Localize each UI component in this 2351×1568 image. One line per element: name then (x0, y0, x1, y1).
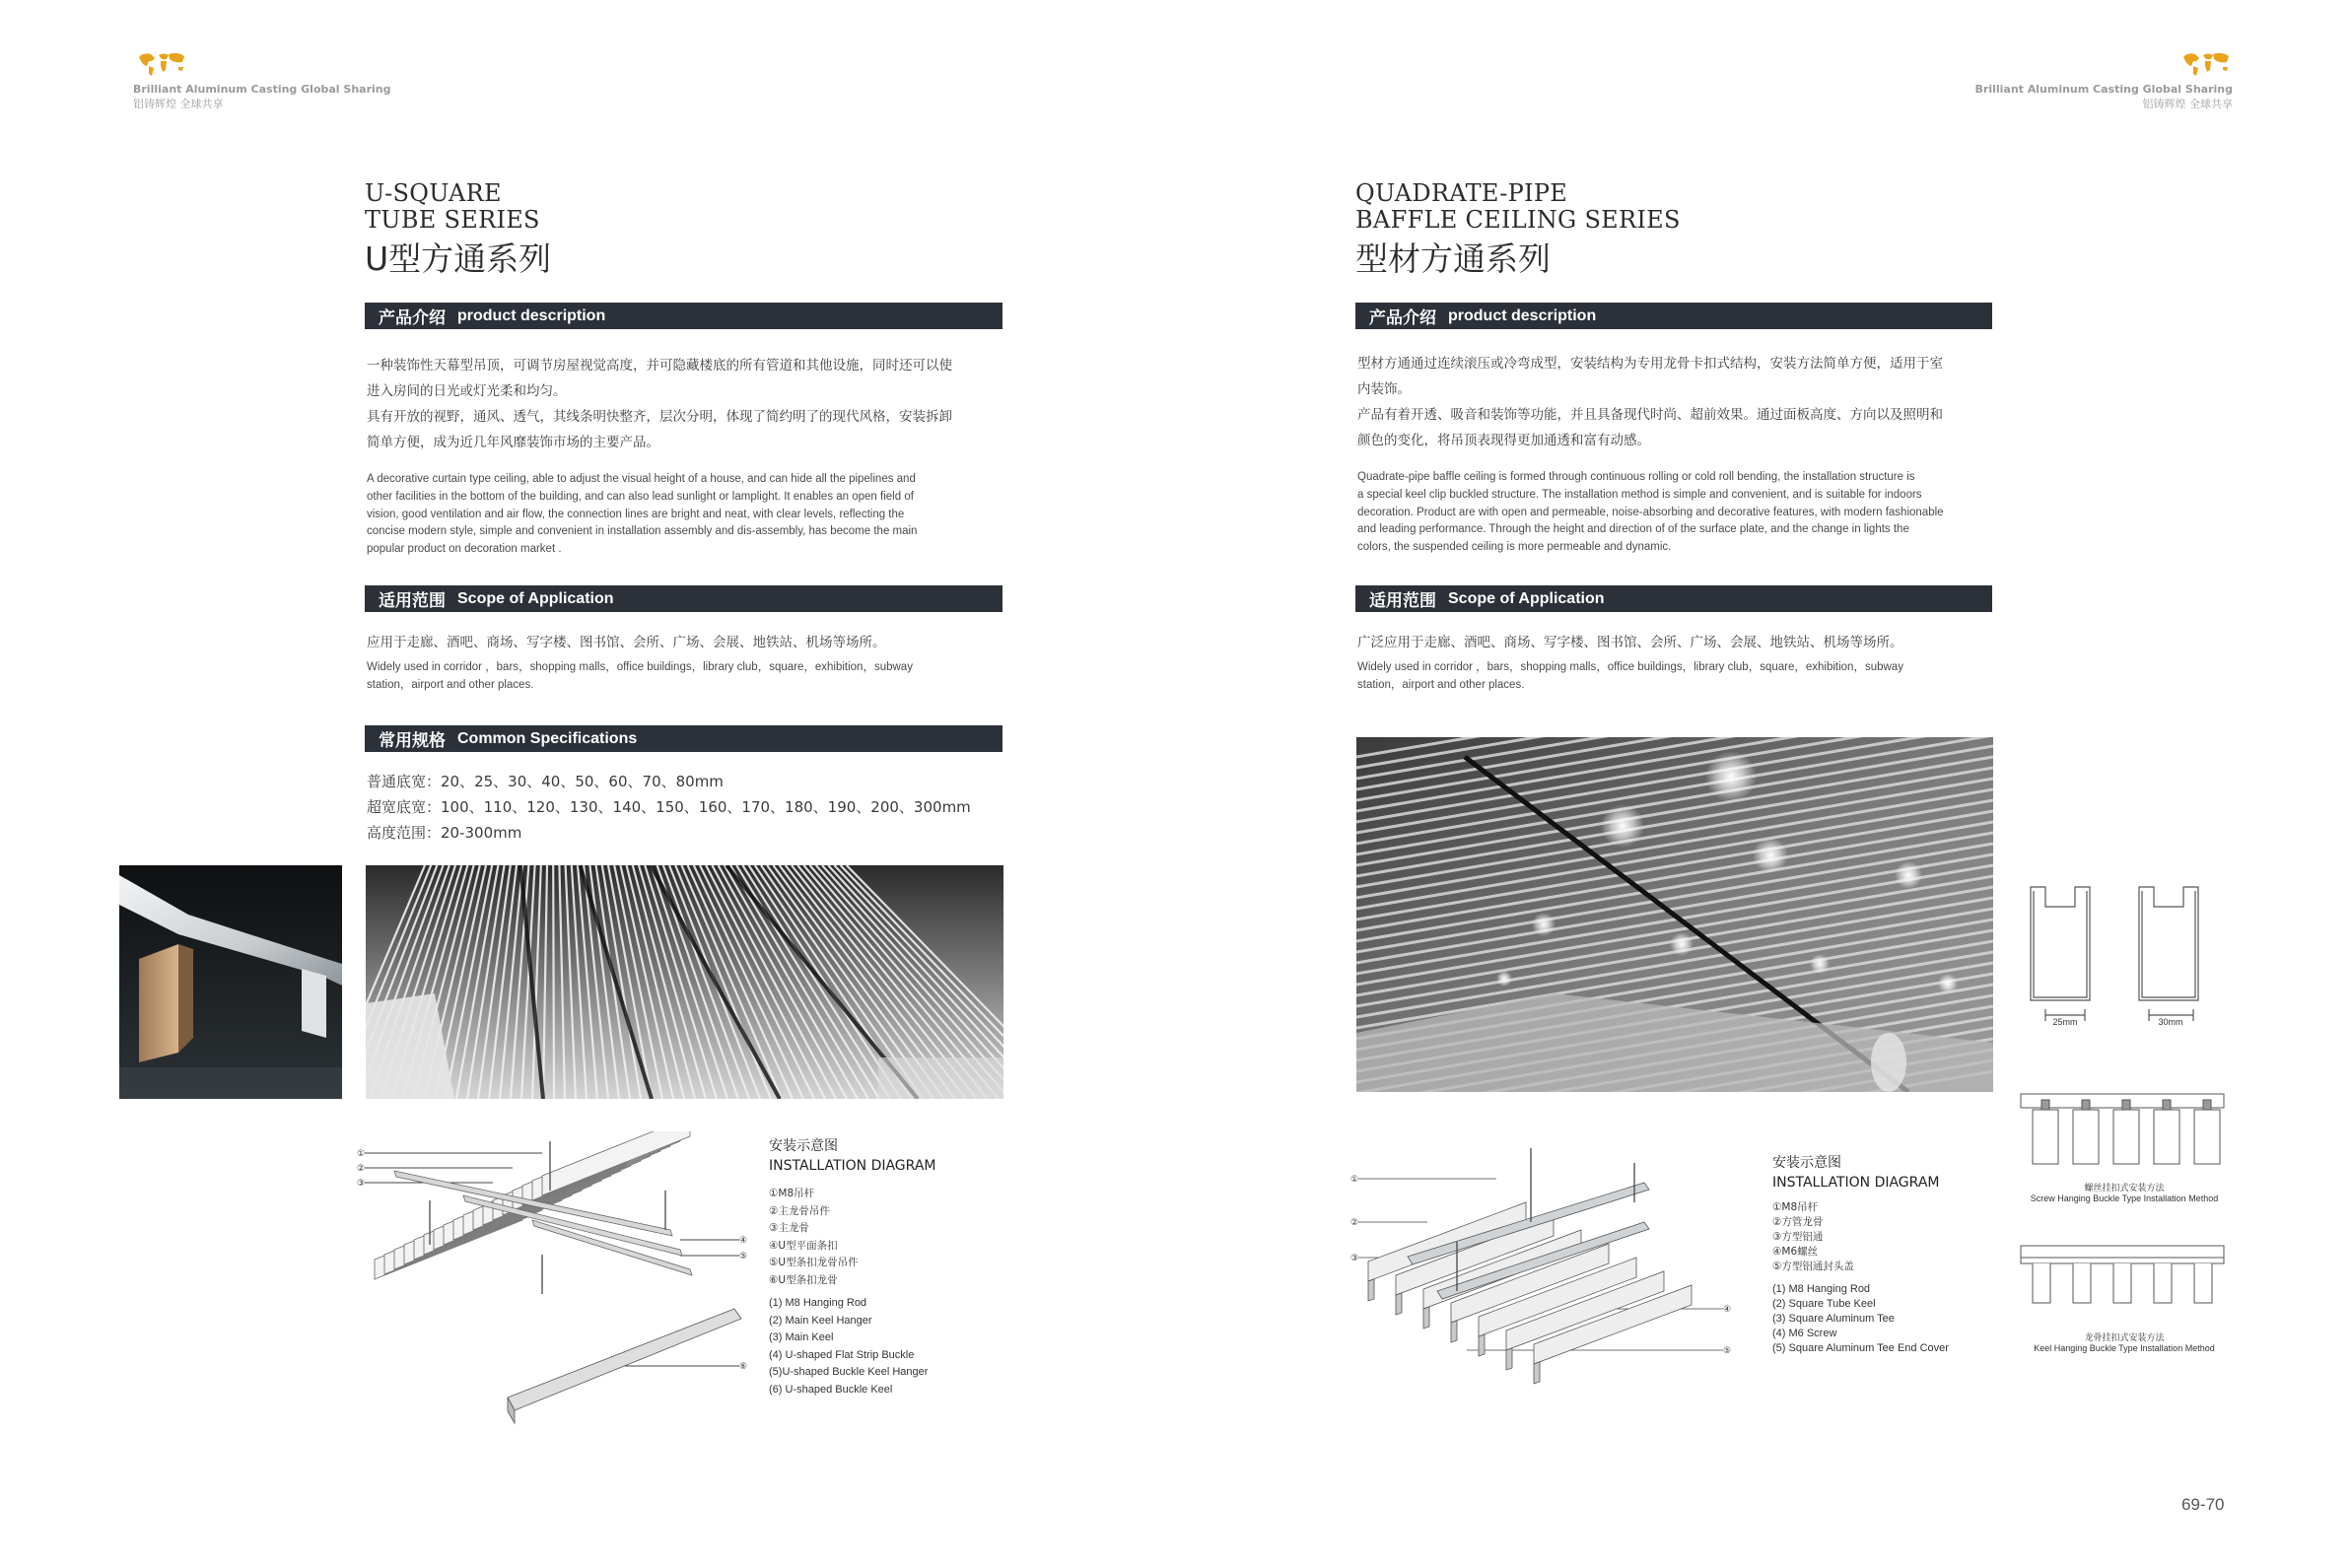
callout-5: ⑤ (739, 1252, 748, 1261)
baffle-tube-side (1534, 1362, 1540, 1384)
method1-cn: 螺丝挂扣式安装方法 (2084, 1183, 2165, 1193)
paragraph-line: 型材方通通过连续滚压或冷弯成型，安装结构为专用龙骨卡扣式结构，安装方法简单方便，适用于室 (1357, 356, 1943, 372)
method-tube (2073, 1110, 2099, 1164)
right-desc-cn (1357, 351, 1998, 453)
diagram-title-en: INSTALLATION DIAGRAM (769, 1158, 936, 1174)
paragraph-line: popular product on decoration market . (367, 543, 562, 556)
downlight (1938, 974, 1958, 993)
legend-item-cn: ③主龙骨 (769, 1222, 809, 1234)
paragraph-line: 简单方便，成为近几年风靡装饰市场的主要产品。 (367, 435, 659, 450)
profile-section-drawings (2026, 877, 2238, 1030)
right-title-en-2: BAFFLE CEILING SERIES (1355, 206, 1681, 234)
callout-3: ③ (1350, 1254, 1359, 1263)
downlight (1496, 971, 1512, 987)
legend-item-en: (4) U-shaped Flat Strip Buckle (769, 1348, 915, 1361)
method-tube (2194, 1110, 2220, 1164)
callout-3: ③ (357, 1179, 366, 1189)
method2-caption (2011, 1330, 2238, 1353)
screw (2041, 1100, 2049, 1110)
downlight (1753, 838, 1788, 873)
scope-en-line: station，airport and other places. (1357, 678, 1525, 691)
diagram-title-cn: 安装示意图 (1772, 1155, 1841, 1171)
method1-caption (2011, 1181, 2238, 1203)
brand-left (133, 49, 429, 111)
spec-line: 超宽底宽：100、110、120、130、140、150、160、170、180、190、200、300mm (367, 798, 971, 816)
brand-slogan-en: Brilliant Aluminum Casting Global Sharing (133, 83, 391, 96)
method1-en: Screw Hanging Buckle Type Installation Method (2030, 1193, 2219, 1203)
downlight (1532, 913, 1556, 936)
downlight (1601, 804, 1644, 848)
screw-hanging-method-drawing (2019, 1092, 2228, 1171)
downlight (1895, 861, 1922, 889)
left-diagram-legend (769, 1136, 935, 1398)
baffle-tube-side (1451, 1321, 1457, 1342)
spec-line: 高度范围：20-300mm (367, 824, 522, 842)
screw (2163, 1100, 2171, 1110)
legend-item-cn: ⑤方型铝通封头盖 (1772, 1261, 1854, 1272)
method-tube (2033, 1110, 2058, 1164)
method2-cn: 龙骨挂扣式安装方法 (2084, 1332, 2165, 1342)
paragraph-line: colors, the suspended ceiling is more permeable and dynamic. (1357, 541, 1672, 554)
legend-item-cn: ①M8吊杆 (1772, 1201, 1819, 1213)
left-desc-bar (365, 303, 1003, 329)
legend-item-en: (6) U-shaped Buckle Keel (769, 1383, 893, 1396)
brand-slogan-cn: 铝铸辉煌 全球共享 (133, 98, 224, 110)
right-title-en-1: QUADRATE-PIPE (1355, 179, 1568, 207)
brand-right (1937, 49, 2233, 111)
scope-en-line: Widely used in corridor ，bars，shopping malls，office buildings，library club，square，exhibition，subway (367, 661, 913, 673)
section-label-en: Common Specifications (457, 729, 638, 747)
section-label-en: Scope of Application (1448, 589, 1605, 607)
diagram-title-cn: 安装示意图 (769, 1138, 838, 1154)
right-scope-bar (1355, 585, 1992, 612)
scope-en-line: station，airport and other places. (367, 678, 534, 691)
left-desc-cn (367, 353, 1007, 455)
paragraph-line: 具有开放的视野，通风、透气，其线条明快整齐，层次分明，体现了简约明了的现代风格，安装拆卸 (367, 409, 952, 425)
ceiling-strip (553, 865, 554, 1099)
legend-item-en: (2) Square Tube Keel (1772, 1298, 1876, 1310)
scope-en-line: Widely used in corridor ，bars，shopping malls，office buildings，library club，square，exhibition，subway (1357, 661, 1903, 673)
paragraph-line: vision, good ventilation and air flow, the connection lines are bright and neat, with clear levels, reflecting the (367, 508, 905, 520)
legend-item-cn: ①M8吊杆 (769, 1188, 815, 1199)
method2-en: Keel Hanging Buckle Type Installation Method (2034, 1343, 2215, 1353)
legend-item-cn: ②方管龙骨 (1772, 1216, 1824, 1228)
paragraph-line: 进入房间的日光或灯光柔和均匀。 (367, 383, 567, 399)
world-map-logo-icon (133, 49, 188, 79)
diagram-title-en: INSTALLATION DIAGRAM (1772, 1175, 1940, 1191)
section-label-en: product description (1448, 307, 1597, 324)
baffle-tube-side (1479, 1334, 1485, 1356)
paragraph-line: Quadrate-pipe baffle ceiling is formed through continuous rolling or cold roll bending, the installation structure is (1357, 471, 1915, 483)
left-scope-text (367, 630, 1007, 695)
legend-item-en: (1) M8 Hanging Rod (1772, 1283, 1871, 1295)
paragraph-line: concise modern style, simple and convenient in installation assembly and dis-assembly, has become the main (367, 525, 918, 538)
section-label-en: product description (457, 307, 606, 324)
paragraph-line: 产品有着开透、吸音和装饰等功能，并且具备现代时尚、超前效果。通过面板高度、方向以及照明和 (1357, 407, 1943, 423)
section-label-cn: 产品介绍 (379, 308, 446, 328)
right-desc-en (1357, 469, 1996, 557)
paragraph-line: 颜色的变化，将吊顶表现得更加通透和富有动感。 (1357, 433, 1650, 448)
left-title-cn: U型方通系列 (365, 239, 552, 278)
u-square-ceiling-photo (366, 865, 1003, 1099)
legend-item-en: (4) M6 Screw (1772, 1328, 1837, 1339)
right-desc-bar (1355, 303, 1992, 329)
paragraph-line: 一种装饰性天幕型吊顶，可调节房屋视觉高度，并可隐藏楼底的所有管道和其他设施，同时还可以使 (367, 358, 952, 374)
right-diagram-legend (1772, 1153, 1949, 1356)
method-tube (2154, 1110, 2179, 1164)
right-title-block (1355, 180, 1681, 280)
legend-item-en: (5) Square Aluminum Tee End Cover (1772, 1342, 1949, 1354)
spec-line: 普通底宽：20、25、30、40、50、60、70、80mm (367, 773, 724, 790)
legend-item-cn: ⑤U型条扣龙骨吊件 (769, 1257, 859, 1268)
downlight (1705, 751, 1757, 802)
legend-item-cn: ⑥U型条扣龙骨 (769, 1273, 838, 1286)
method-tube (2113, 1263, 2131, 1303)
downlight (1810, 954, 1830, 974)
method-tube (2194, 1263, 2212, 1303)
legend-item-cn: ②主龙骨吊件 (769, 1204, 830, 1217)
callout-1: ① (1350, 1175, 1359, 1185)
world-map-logo-icon (2178, 49, 2233, 79)
left-title-en-1: U-SQUARE (365, 179, 502, 207)
brand-slogan-en: Brilliant Aluminum Casting Global Sharing (1974, 83, 2233, 96)
left-spec-list (367, 769, 971, 846)
quadrate-pipe-installation-diagram (1348, 1143, 1743, 1414)
u-square-installation-diagram (355, 1131, 749, 1427)
right-title-cn: 型材方通系列 (1355, 239, 1551, 278)
right-scope-text (1357, 630, 1998, 695)
paragraph-line: and leading performance. Through the height and direction of of the surface plate, and the change in lights the (1357, 523, 1909, 536)
legend-item-cn: ③方型铝通 (1772, 1231, 1824, 1243)
callout-2: ② (357, 1164, 366, 1174)
legend-item-en: (5)U-shaped Buckle Keel Hanger (769, 1366, 929, 1378)
left-spec-bar (365, 725, 1003, 752)
screw (2082, 1100, 2090, 1110)
section-label-cn: 产品介绍 (1369, 308, 1436, 328)
scope-cn: 应用于走廊、酒吧、商场、写字楼、图书馆、会所、广场、会展、地铁站、机场等场所。 (367, 635, 886, 650)
scope-cn: 广泛应用于走廊、酒吧、商场、写字楼、图书馆、会所、广场、会展、地铁站、机场等场所。 (1357, 635, 1903, 650)
section-label-cn: 适用范围 (379, 591, 446, 611)
legend-item-cn: ④U型平面条扣 (769, 1239, 838, 1252)
downlight (1670, 932, 1694, 956)
section-label-cn: 常用规格 (379, 731, 446, 751)
u-strip (542, 1131, 690, 1195)
baffle-tube-side (1423, 1307, 1429, 1329)
legend-item-en: (3) Main Keel (769, 1331, 834, 1343)
method-tube (2154, 1263, 2172, 1303)
profile-dim-25: 25mm (2052, 1017, 2078, 1027)
screw (2203, 1100, 2211, 1110)
section-label-cn: 适用范围 (1369, 591, 1436, 611)
left-scope-bar (365, 585, 1003, 612)
baffle-tube-side (1368, 1279, 1374, 1301)
legend-item-cn: ④M6螺丝 (1772, 1246, 1819, 1258)
legend-item-en: (2) Main Keel Hanger (769, 1314, 872, 1327)
left-desc-en (367, 471, 1005, 559)
legend-item-en: (1) M8 Hanging Rod (769, 1297, 867, 1309)
paragraph-line: A decorative curtain type ceiling, able to adjust the visual height of a house, and can hide all the pipelines and (367, 473, 916, 485)
brand-slogan-cn: 铝铸辉煌 全球共享 (2142, 98, 2233, 110)
callout-2: ② (1350, 1218, 1359, 1228)
section-label-en: Scope of Application (457, 589, 614, 607)
callout-4: ④ (1723, 1305, 1732, 1315)
callout-1: ① (357, 1149, 366, 1159)
method-tube (2073, 1263, 2091, 1303)
page-number: 69-70 (2181, 1495, 2225, 1514)
callout-5: ⑤ (1723, 1346, 1732, 1356)
profile-dim-30: 30mm (2158, 1017, 2183, 1027)
paragraph-line: decoration. Product are with open and permeable, noise-absorbing and decorative features, with modern fashionable (1357, 506, 1944, 518)
u-profile-product-photo (119, 865, 342, 1099)
baffle-tube-side (1506, 1348, 1512, 1370)
legend-item-en: (3) Square Aluminum Tee (1772, 1313, 1895, 1325)
paragraph-line: a special keel clip buckled structure. The installation method is simple and convenient, and is suitable for indoors (1357, 488, 1922, 501)
callout-6: ⑥ (739, 1362, 748, 1372)
keel-hanging-method-drawing (2019, 1244, 2228, 1313)
method-tube (2033, 1263, 2050, 1303)
baffle-tube-side (1396, 1293, 1402, 1315)
left-title-block (365, 180, 551, 280)
quadrate-pipe-ceiling-photo (1356, 737, 1993, 1092)
screw (2122, 1100, 2130, 1110)
left-title-en-2: TUBE SERIES (365, 206, 540, 234)
method-tube (2113, 1110, 2139, 1164)
paragraph-line: 内装饰。 (1357, 381, 1411, 397)
callout-4: ④ (739, 1236, 748, 1246)
paragraph-line: other facilities in the bottom of the building, and can also lead sunlight or lamplight. It enables an open field of (367, 490, 914, 503)
